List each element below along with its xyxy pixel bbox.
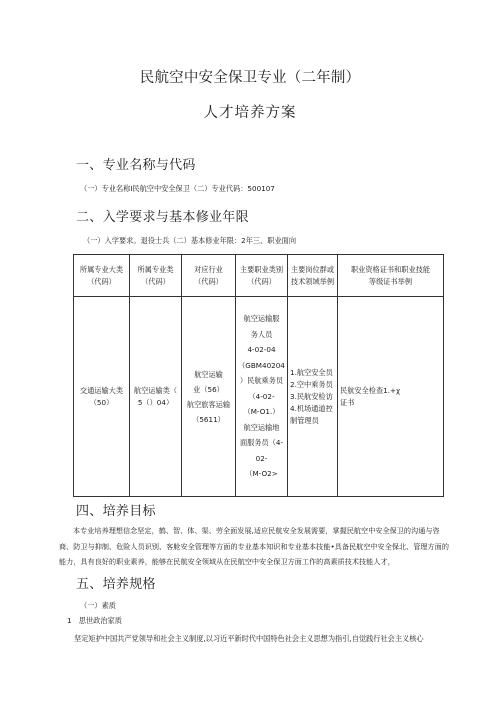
table-header-cell: 对应行业 （代码） xyxy=(182,255,236,297)
section-5-paragraph: 坚定矩护中国共产党领导和社会主义制度,以习近平新时代中国特色社会主义思想为指引,自觉践行社会主义核心 xyxy=(74,634,424,643)
table-header-cell: 职业资格证书和职业技能 等级证书举例 xyxy=(338,255,444,297)
table-row xyxy=(74,297,444,497)
section-1-line: （一）专业名称I民航空中安全保卫（二）专业代码：500107 xyxy=(80,184,275,193)
document-subtitle: 人才培养方案 xyxy=(203,105,297,121)
section-2-heading: 二、入学要求与基本修业年限 xyxy=(76,210,249,225)
section-4-paragraph: 本专业培养理想信念坚定，鹤、智、体、渠、劳全面发展,适应民航安全发展需要，掌握民航空中安全保卫的沟通与咨商、防卫与抑制、危险人员识别、客舱安全管理等方面的专业基本知识和专业基本技能•具备民航空中安全保北、管理方面的能力，具有良好的职业素养，能够在民航安全领域从在民航空中安全保卫方面工作的高素质技术技能人才， xyxy=(59,526,449,566)
table-header-cell: 所属专业类 （代码） xyxy=(130,255,182,297)
section-4-heading: 四、培养目标 xyxy=(76,504,156,519)
table-header-cell: 所属专业大类 （代码） xyxy=(74,255,130,297)
table-header-row xyxy=(74,255,444,297)
table-header-cell: 主要岗位群或 技术领域举例 xyxy=(288,255,338,297)
section-5-heading: 五、培养规格 xyxy=(76,577,156,592)
section-1-heading: 一、专业名称与代码 xyxy=(76,158,196,173)
table-cell-category: 交通运输大类 （50） xyxy=(74,297,130,497)
table-cell-certificates: 民航安全检查1.+χ 证书 xyxy=(338,297,444,497)
table-cell-class: 航空运输类（ 5（）04） xyxy=(130,297,182,497)
document-title: 民航空中安全保卫专业（二年制） xyxy=(139,70,361,86)
section-5-sub1: （一）素质 xyxy=(80,601,116,610)
table-cell-industry: 航空运输 业（56） 航空旅客运输 （5611） xyxy=(182,297,236,497)
section-2-line: （一）入学要求。退役士兵（二）基本修业年限：2年三、职业面向 xyxy=(83,236,297,245)
section-5-sub2: 1 思世政治家质 xyxy=(67,616,122,625)
table-cell-occupation: 航空运输服 务人员 4-02-04 （GBM40204 ）民航乘务员 （4-02- （M-O1.） 航空运输地 面服务员（4- 02- （M-O2> xyxy=(236,297,288,497)
table-cell-positions: 1.航空安全员 2.空中乘务员 3.民航安检访 4.机场通道控 制管理员 xyxy=(288,297,338,497)
occupation-table xyxy=(73,254,444,497)
table-header-cell: 主要职业类别 （代码） xyxy=(236,255,288,297)
